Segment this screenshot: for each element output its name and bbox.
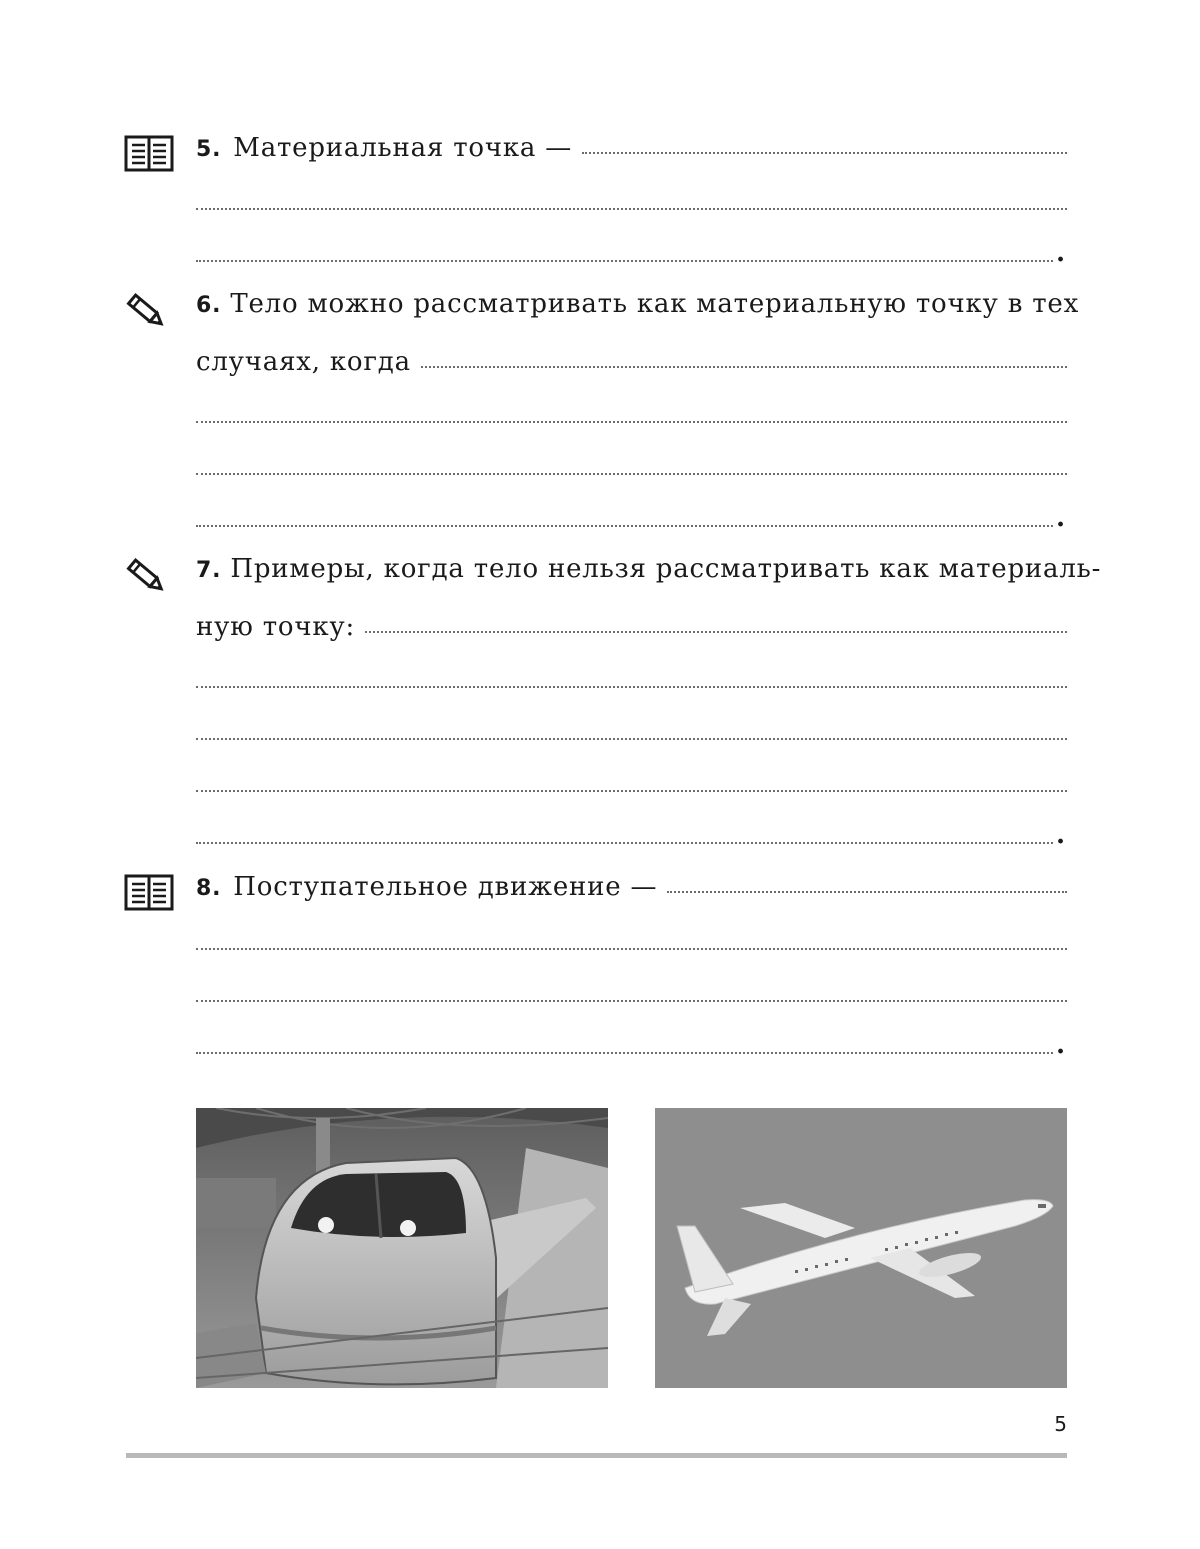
answer-line[interactable] <box>196 842 1053 844</box>
answer-line[interactable] <box>196 208 1067 210</box>
task-5-heading <box>196 133 1067 163</box>
book-icon <box>124 873 174 913</box>
task-7-line-1 <box>196 554 1102 584</box>
task-8-heading <box>196 872 1067 902</box>
answer-line[interactable] <box>421 365 1067 368</box>
task-5-number: 5. <box>196 137 222 162</box>
task-6-line-2 <box>196 347 1067 377</box>
answer-line[interactable] <box>196 948 1067 950</box>
answer-line[interactable] <box>365 630 1067 633</box>
task-5-text: Материальная точка — <box>233 133 573 163</box>
task-6-text-cont: случаях, когда <box>196 347 411 377</box>
task-6-line-1 <box>196 289 1080 319</box>
task-7-line-2 <box>196 612 1067 642</box>
task-6-text: Тело можно рассматривать как материальную точку в тех <box>230 289 1080 319</box>
task-7-text: Примеры, когда тело нельзя рассматривать как материаль- <box>230 554 1102 584</box>
answer-line[interactable] <box>196 473 1067 475</box>
answer-line[interactable] <box>196 421 1067 423</box>
task-7-number: 7. <box>196 558 222 583</box>
end-period: . <box>1056 503 1066 533</box>
task-8-number: 8. <box>196 876 222 901</box>
answer-line[interactable] <box>196 1052 1053 1054</box>
page-number: 5 <box>1054 1412 1067 1436</box>
train-photo <box>196 1108 608 1388</box>
book-icon <box>124 134 174 174</box>
pencil-icon <box>124 290 174 330</box>
answer-line[interactable] <box>196 738 1067 740</box>
task-8-text: Поступательное движение — <box>233 872 658 902</box>
task-6-number: 6. <box>196 293 222 318</box>
pencil-icon <box>124 555 174 595</box>
answer-line[interactable] <box>196 790 1067 792</box>
answer-line[interactable] <box>196 1000 1067 1002</box>
airplane-photo <box>655 1108 1067 1388</box>
answer-line[interactable] <box>196 686 1067 688</box>
answer-line[interactable] <box>667 890 1067 893</box>
answer-line[interactable] <box>582 151 1067 154</box>
footer-divider <box>126 1453 1067 1458</box>
answer-line[interactable] <box>196 260 1053 262</box>
answer-line[interactable] <box>196 525 1053 527</box>
end-period: . <box>1056 820 1066 850</box>
end-period: . <box>1056 1030 1066 1060</box>
task-7-text-cont: ную точку: <box>196 612 356 642</box>
end-period: . <box>1056 238 1066 268</box>
